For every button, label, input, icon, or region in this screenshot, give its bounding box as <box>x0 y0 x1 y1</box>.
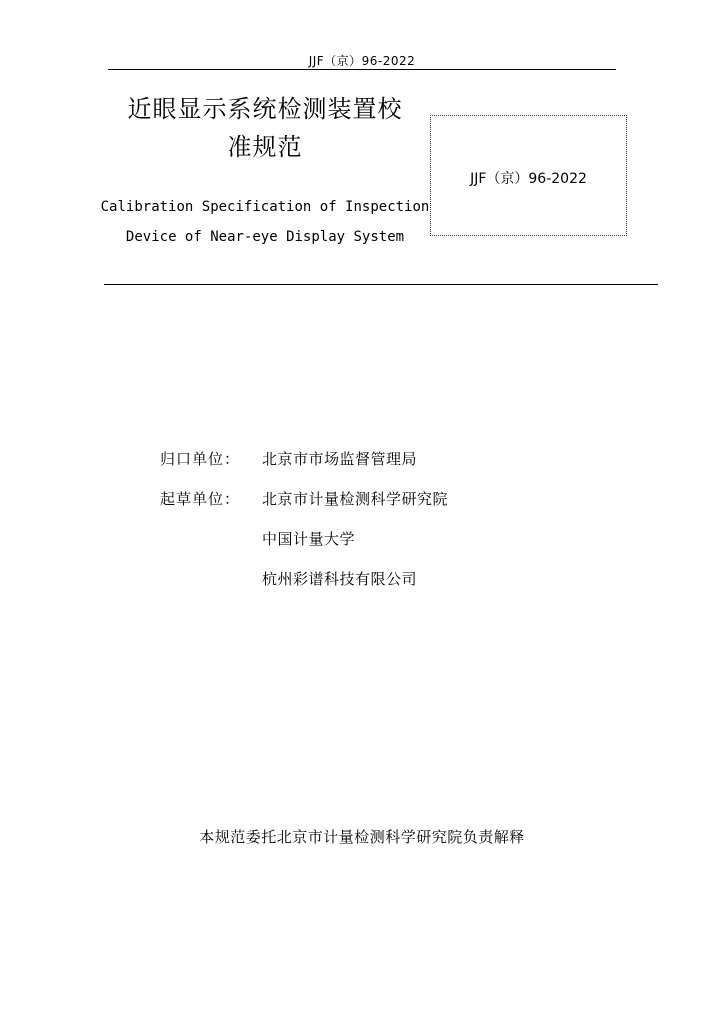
drafting-unit-row <box>160 528 448 568</box>
drafting-unit-value: 中国计量大学 <box>262 530 356 548</box>
chinese-title <box>100 90 430 166</box>
standard-code: JJF（京）96-2022 <box>470 171 587 187</box>
interpretation-note: 本规范委托北京市计量检测科学研究院负责解释 <box>199 828 525 846</box>
responsible-unit-label: 归口单位： <box>160 450 241 468</box>
english-title <box>100 192 430 252</box>
chinese-title-line-1: 近眼显示系统检测装置校 <box>127 95 403 123</box>
drafting-unit-row <box>160 488 448 528</box>
chinese-title-line-2: 准规范 <box>227 133 303 161</box>
drafting-unit-label: 起草单位： <box>160 490 241 508</box>
header-standard-code: JJF（京）96-2022 <box>308 54 416 68</box>
responsible-unit-row <box>160 448 448 488</box>
header-divider <box>108 69 616 70</box>
organizations-block <box>160 448 448 608</box>
drafting-unit-row <box>160 568 448 608</box>
english-title-line-1: Calibration Specification of Inspection <box>100 199 430 215</box>
english-title-line-2: Device of Near-eye Display System <box>125 229 405 245</box>
standard-code-box <box>430 115 627 236</box>
drafting-unit-value: 北京市计量检测科学研究院 <box>262 490 449 508</box>
drafting-unit-value: 杭州彩谱科技有限公司 <box>262 570 418 588</box>
title-divider <box>104 284 658 285</box>
responsible-unit-value: 北京市市场监督管理局 <box>262 450 418 468</box>
